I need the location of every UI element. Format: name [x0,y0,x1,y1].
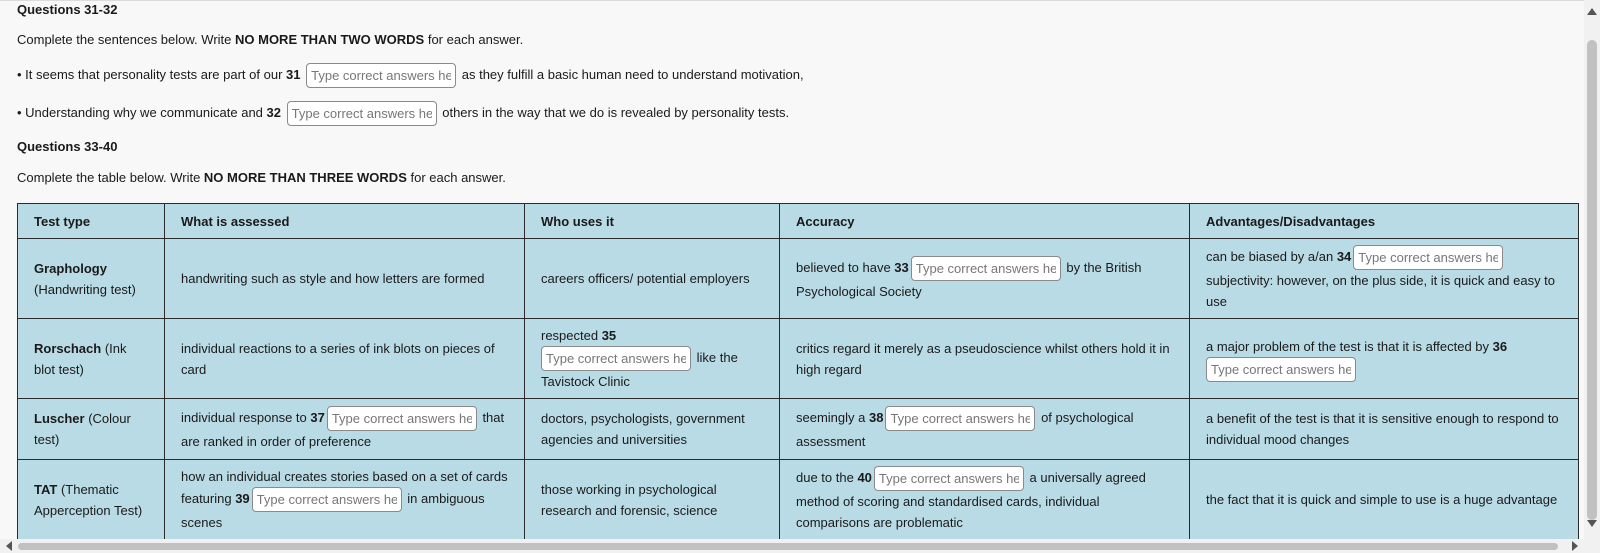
scroll-down-arrow-icon[interactable] [1587,520,1597,527]
cell-test-type: TAT (Thematic Apperception Test) [18,460,165,540]
section1-instruction: Complete the sentences below. Write NO MORE THAN TWO WORDS for each answer. [17,32,524,47]
cell-test-type: Rorschach (Ink blot test) [18,319,165,399]
question-number-38: 38 [868,409,884,425]
question-number-31: 31 [286,66,301,82]
header-what-assessed: What is assessed [165,204,525,239]
table-row [18,239,1579,319]
answer-input-38[interactable] [885,406,1035,431]
answer-input-39[interactable] [252,487,402,512]
question-number-35: 35 [601,328,617,343]
header-test-type: Test type [18,204,165,239]
cell-accuracy: believed to have 33Type correct answers here by the British Psychological Society [780,239,1190,319]
answer-input-36[interactable] [1206,357,1356,382]
cell-users: those working in psychological research and forensic, science [525,460,780,540]
cell-accuracy: due to the 40Type correct answers here a universally agreed method of scoring and standardised cards, individual comparisons are problematic [780,460,1190,540]
table-row [18,319,1579,399]
answer-input-35[interactable] [541,346,691,371]
question-number-34: 34 [1336,248,1352,264]
cell-test-type: Graphology (Handwriting test) [18,239,165,319]
question-number-32: 32 [266,104,281,120]
cell-advantages: the fact that it is quick and simple to use is a huge advantage [1190,460,1579,540]
cell-assessed: individual reactions to a series of ink blots on pieces of card [165,319,525,399]
question-number-37: 37 [310,409,325,425]
question-number-39: 39 [235,490,250,506]
cell-users: doctors, psychologists, government agencies and universities [525,399,780,460]
table-header-row [18,204,1579,239]
cell-assessed: individual response to 37Type correct answers here that are ranked in order of preference [165,399,525,460]
answer-input-31[interactable] [306,63,456,88]
sentence-32: • Understanding why we communicate and 32 Type correct answers here others in the way that we do is revealed by personality tests. [17,101,789,126]
question-number-33: 33 [894,259,909,275]
cell-assessed: handwriting such as style and how letters are formed [165,239,525,319]
question-number-40: 40 [857,469,872,485]
vertical-scrollbar[interactable] [1584,0,1600,553]
cell-advantages: a major problem of the test is that it is affected by 36 Type correct answers here [1190,319,1579,399]
header-advantages: Advantages/Disadvantages [1190,204,1579,239]
table-row [18,460,1579,540]
scroll-left-arrow-icon[interactable] [6,541,12,551]
answer-input-33[interactable] [911,256,1061,281]
cell-users: careers officers/ potential employers [525,239,780,319]
scroll-up-arrow-icon[interactable] [1587,8,1597,15]
table-row [18,399,1579,460]
section2-heading: Questions 33-40 [17,139,118,154]
section1-heading: Questions 31-32 [17,2,118,17]
cell-accuracy: seemingly a 38Type correct answers here of psychological assessment [780,399,1190,460]
vertical-scroll-thumb[interactable] [1587,40,1597,520]
answer-input-37[interactable] [327,406,477,431]
cell-assessed: how an individual creates stories based on a set of cards featuring 39Type correct answers here in ambiguous scenes [165,460,525,540]
cell-advantages: a benefit of the test is that it is sensitive enough to respond to individual mood changes [1190,399,1579,460]
top-border [0,0,1584,1]
cell-test-type: Luscher (Colour test) [18,399,165,460]
cell-accuracy: critics regard it merely as a pseudoscience whilst others hold it in high regard [780,319,1190,399]
scroll-right-arrow-icon[interactable] [1572,541,1578,551]
personality-tests-table [17,203,1579,540]
horizontal-scrollbar[interactable] [0,539,1584,553]
question-number-36: 36 [1492,338,1508,354]
cell-users: respected 35 Type correct answers here like the Tavistock Clinic [525,319,780,399]
header-accuracy: Accuracy [780,204,1190,239]
answer-input-40[interactable] [874,466,1024,491]
cell-advantages: can be biased by a/an 34Type correct answers here subjectivity: however, on the plus side, it is quick and easy to use [1190,239,1579,319]
horizontal-scroll-thumb[interactable] [18,543,1558,550]
header-who-uses: Who uses it [525,204,780,239]
answer-input-34[interactable] [1353,245,1503,270]
section2-instruction: Complete the table below. Write NO MORE THAN THREE WORDS for each answer. [17,170,506,185]
sentence-31: • It seems that personality tests are part of our 31 Type correct answers here as they fulfill a basic human need to understand motivation, [17,63,804,88]
answer-input-32[interactable] [287,101,437,126]
